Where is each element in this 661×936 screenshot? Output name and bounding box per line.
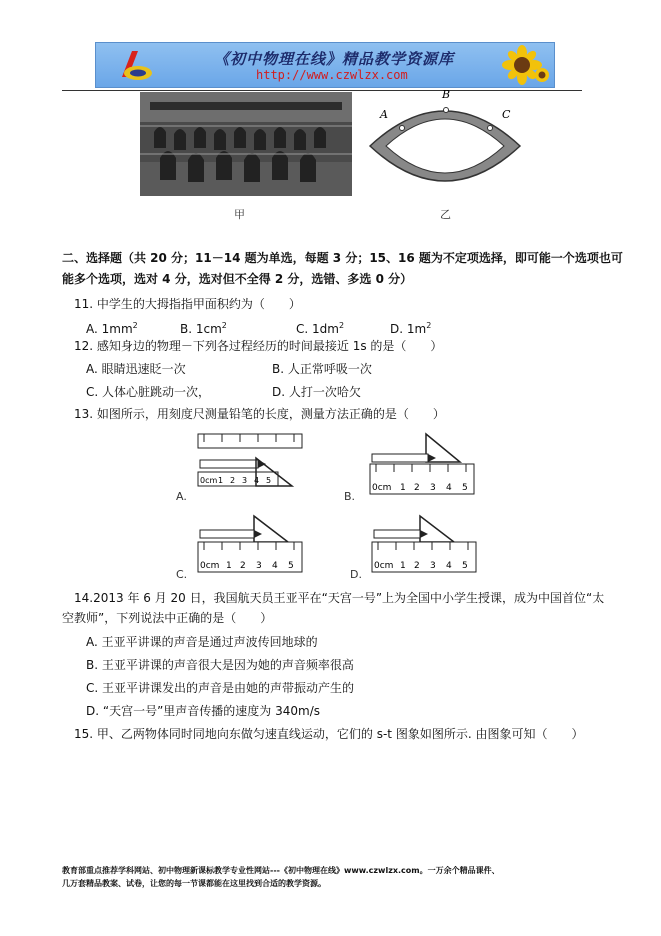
bells-photo bbox=[140, 92, 352, 196]
ruler-a-tick-5: 5 bbox=[266, 476, 272, 485]
q11-option-c-label: C. 1dm bbox=[296, 322, 339, 336]
q12-option-d[interactable]: D. 人打一次哈欠 bbox=[272, 385, 361, 399]
ruler-d-tick-0: 0cm bbox=[374, 561, 394, 571]
q15-stem: 15. 甲、乙两物体同时同地向东做匀速直线运动，它们的 s-t 图象如图所示. 由图象可知（ ） bbox=[74, 727, 584, 741]
ruler-b-tick-3: 3 bbox=[430, 483, 436, 493]
q11-option-c[interactable] bbox=[296, 318, 344, 337]
ruler-b-tick-0: 0cm bbox=[372, 483, 392, 493]
q14-option-b[interactable]: B. 王亚平讲课的声音很大是因为她的声音频率很高 bbox=[86, 658, 354, 672]
q13-stem: 13. 如图所示，用刻度尺测量铅笔的长度，测量方法正确的是（ ） bbox=[74, 407, 445, 421]
q13-figure-b-label: B. bbox=[344, 490, 356, 503]
ruler-a-tick-0: 0cm bbox=[200, 476, 218, 485]
q11-option-d[interactable] bbox=[390, 318, 431, 337]
ruler-c-tick-3: 3 bbox=[256, 561, 262, 571]
ruler-c-tick-2: 2 bbox=[240, 561, 246, 571]
ruler-c-tick-1: 1 bbox=[226, 561, 232, 571]
q12-option-a[interactable]: A. 眼睛迅速眨一次 bbox=[86, 362, 186, 376]
q11-option-d-sup: 2 bbox=[426, 321, 432, 330]
q14-stem-line2: 空教师”，下列说法中正确的是（ ） bbox=[62, 611, 273, 625]
figure-jia-label: 甲 bbox=[234, 208, 245, 221]
triangle-ruler-c bbox=[254, 516, 288, 542]
q13-figure-d-label: D. bbox=[350, 568, 362, 581]
figure-yi-label: 乙 bbox=[440, 208, 451, 221]
ruler-a-tick-4: 4 bbox=[254, 476, 260, 485]
header-banner bbox=[95, 42, 555, 88]
q14-option-c[interactable]: C. 王亚平讲课发出的声音是由她的声带振动产生的 bbox=[86, 681, 355, 695]
ruler-c-tick-5: 5 bbox=[288, 561, 294, 571]
footer-line1: 教育部重点推荐学科网站、初中物理新课标教学专业性网站---《初中物理在线》www.czwlzx.com。一万余个精品课件、 bbox=[62, 866, 500, 875]
banner-title: 《初中物理在线》精品教学资源库 bbox=[214, 50, 455, 68]
q11-option-a[interactable] bbox=[86, 318, 138, 337]
q12-stem: 12. 感知身边的物理－下列各过程经历的时间最接近 1s 的是（ ） bbox=[74, 339, 443, 353]
ruler-b-tick-2: 2 bbox=[414, 483, 420, 493]
bell-cross-section-figure bbox=[360, 86, 530, 206]
q11-option-d-label: D. 1m bbox=[390, 322, 427, 336]
ruler-a-tick-1: 1 bbox=[218, 476, 224, 485]
site-logo-icon bbox=[114, 47, 154, 83]
q14-option-d[interactable]: D. “天宫一号”里声音传播的速度为 340m/s bbox=[86, 704, 321, 718]
ruler-d-tick-4: 4 bbox=[446, 561, 452, 571]
ruler-d-tick-1: 1 bbox=[400, 561, 406, 571]
ruler-b-tick-1: 1 bbox=[400, 483, 406, 493]
q13-figure-c-label: C. bbox=[176, 568, 188, 581]
q14-stem-line1: 14.2013 年 6 月 20 日，我国航天员王亚平在“天宫一号”上为全国中小学生授课，成为中国首位“太 bbox=[74, 591, 605, 605]
page-footer bbox=[62, 864, 602, 890]
q12-option-b[interactable]: B. 人正常呼吸一次 bbox=[272, 362, 372, 376]
ruler-d-tick-3: 3 bbox=[430, 561, 436, 571]
point-a-label: A bbox=[380, 108, 388, 121]
triangle-ruler-d bbox=[420, 516, 454, 542]
q11-option-b-label: B. 1cm bbox=[180, 322, 222, 336]
q11-option-b-sup: 2 bbox=[221, 321, 227, 330]
ruler-a-tick-2: 2 bbox=[230, 476, 236, 485]
q11-option-a-label: A. 1mm bbox=[86, 322, 133, 336]
point-c-label: C bbox=[502, 108, 511, 121]
ruler-b-tick-5: 5 bbox=[462, 483, 468, 493]
ruler-b-tick-4: 4 bbox=[446, 483, 452, 493]
ruler-c-tick-4: 4 bbox=[272, 561, 278, 571]
sunflower-icon bbox=[502, 45, 550, 85]
section-2-header-line1: 二、选择题（共 20 分；11－14 题为单选，每题 3 分；15、16 题为不定项选择，即可能一个选项也可 bbox=[62, 251, 623, 265]
q11-stem: 11. 中学生的大拇指指甲面积约为（ ） bbox=[74, 297, 301, 311]
section-2-header-line2: 能多个选项，选对 4 分，选对但不全得 2 分，选错、多选 0 分） bbox=[62, 272, 413, 286]
q13-figure-a-label: A. bbox=[176, 490, 187, 503]
q11-option-a-sup: 2 bbox=[132, 321, 138, 330]
banner-url[interactable]: http://www.czwlzx.com bbox=[256, 68, 408, 82]
q11-option-b[interactable] bbox=[180, 318, 227, 337]
ruler-d-tick-2: 2 bbox=[414, 561, 420, 571]
q14-option-a[interactable]: A. 王亚平讲课的声音是通过声波传回地球的 bbox=[86, 635, 318, 649]
ruler-d-tick-5: 5 bbox=[462, 561, 468, 571]
footer-line2: 几万套精品教案、试卷，让您的每一节课都能在这里找到合适的教学资源。 bbox=[62, 879, 326, 888]
q11-option-c-sup: 2 bbox=[338, 321, 345, 330]
ruler-a-tick-3: 3 bbox=[242, 476, 248, 485]
ruler-figure-a bbox=[196, 432, 306, 494]
ruler-c-tick-0: 0cm bbox=[200, 561, 220, 571]
q12-option-c[interactable]: C. 人体心脏跳动一次， bbox=[86, 385, 211, 399]
point-b-label: B bbox=[442, 88, 451, 101]
